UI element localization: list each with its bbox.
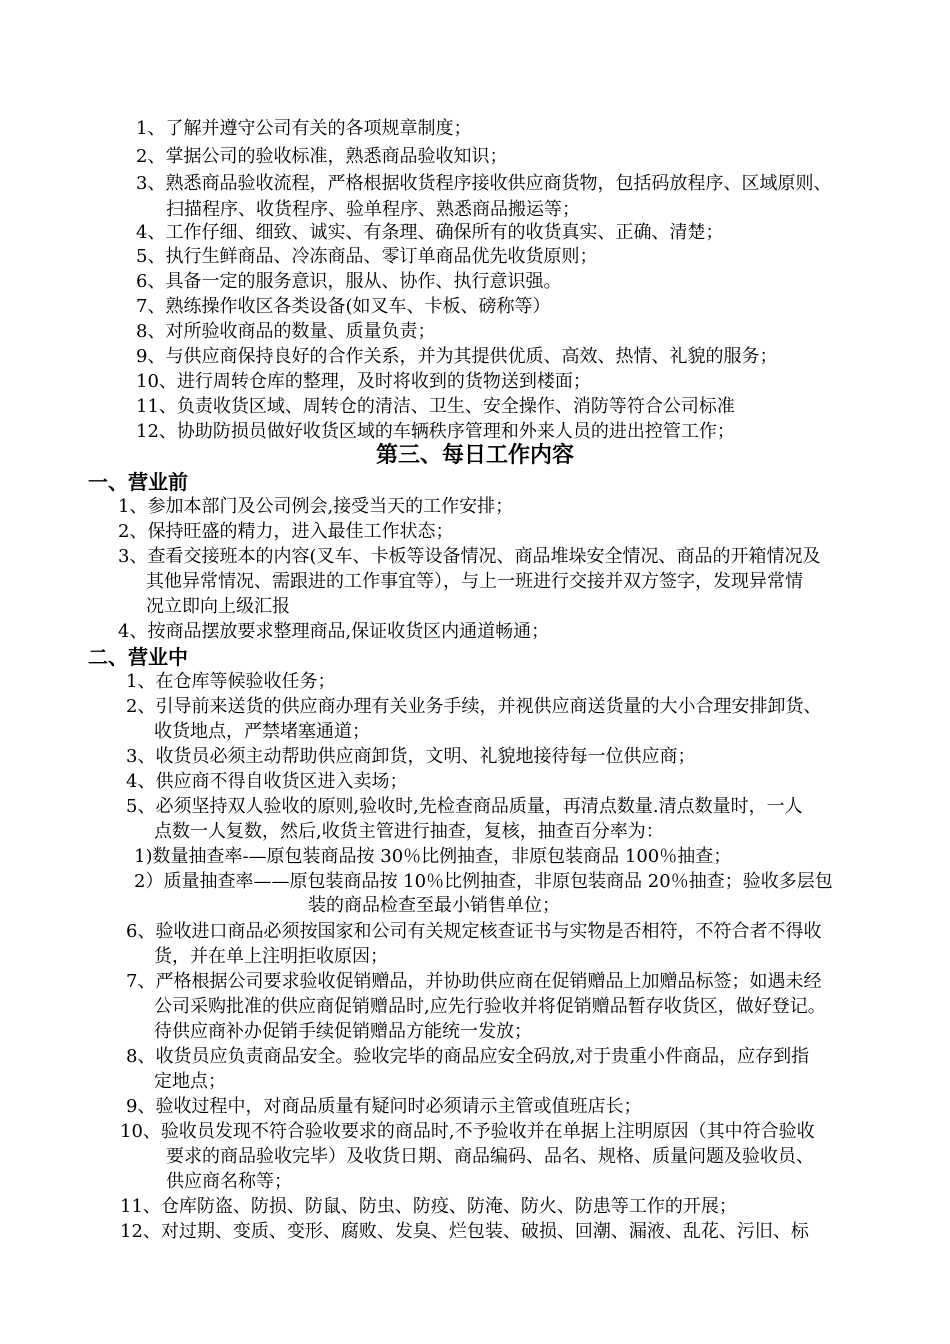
section-heading-during-business: 二、营业中: [88, 645, 188, 669]
sub-item: 1)数量抽查率-—原包装商品按 30％比例抽查，非原包装商品 100％抽查；: [134, 846, 732, 867]
duty-item: 10、进行周转仓库的整理，及时将收到的货物送到楼面；: [136, 371, 591, 392]
list-item-continuation: 货，并在单上注明拒收原因；: [154, 946, 388, 967]
list-item: 9、验收过程中，对商品质量有疑问时必须请示主管或值班店长；: [126, 1096, 642, 1117]
list-item: 5、必须坚持双人验收的原则,验收时,先检查商品质量，再清点数量.清点数量时，一人: [126, 796, 803, 817]
list-item: 1、参加本部门及公司例会,接受当天的工作安排；: [118, 496, 514, 517]
list-item: 12、对过期、变质、变形、腐败、发臭、烂包装、破损、回潮、漏液、乱花、污旧、标: [120, 1221, 809, 1242]
sub-item: 2）质量抽查率——原包装商品按 10％比例抽查，非原包装商品 20％抽查；验收多层包: [134, 871, 833, 892]
list-item: 8、收货员应负责商品安全。验收完毕的商品应安全码放,对于贵重小件商品，应存到指: [126, 1046, 810, 1067]
duty-item: 11、负责收货区域、周转仓的清洁、卫生、安全操作、消防等符合公司标准: [136, 396, 735, 417]
list-item-continuation: 点数一人复数，然后,收货主管进行抽查，复核，抽查百分率为：: [154, 821, 664, 842]
duty-item: 5、执行生鲜商品、冷冻商品、零订单商品优先收货原则；: [136, 246, 598, 267]
list-item: 10、验收员发现不符合验收要求的商品时,不予验收并在单据上注明原因（其中符合验收: [120, 1121, 815, 1142]
list-item: 2、引导前来送货的供应商办理有关业务手续，并视供应商送货量的大小合理安排卸货、: [126, 696, 822, 717]
list-item-continuation: 待供应商补办促销手续促销赠品方能统一发放；: [154, 1021, 532, 1042]
duty-item: 6、具备一定的服务意识，服从、协作、执行意识强。: [136, 271, 562, 292]
list-item: 7、严格根据公司要求验收促销赠品，并协助供应商在促销赠品上加赠品标签；如遇未经: [126, 971, 822, 992]
chapter-title: 第三、每日工作内容: [375, 443, 574, 468]
list-item: 2、保持旺盛的精力，进入最佳工作状态；: [118, 521, 454, 542]
list-item: 11、仓库防盗、防损、防鼠、防虫、防疫、防淹、防火、防患等工作的开展；: [120, 1196, 737, 1217]
duty-item: 8、对所验收商品的数量、质量负责；: [136, 321, 436, 342]
list-item-continuation: 供应商名称等；: [166, 1171, 292, 1192]
list-item-continuation: 定地点；: [154, 1071, 226, 1092]
duty-item: 4、工作仔细、细致、诚实、有条理、确保所有的收货真实、正确、清楚；: [136, 222, 724, 243]
list-item: 6、验收进口商品必须按国家和公司有关规定核查证书与实物是否相符，不符合者不得收: [126, 921, 822, 942]
list-item-continuation: 公司采购批准的供应商促销赠品时,应先行验收并将促销赠品暂存收货区，做好登记。: [154, 996, 826, 1017]
sub-item-continuation: 装的商品检查至最小销售单位；: [308, 895, 560, 916]
list-item: 3、收货员必须主动帮助供应商卸货，文明、礼貌地接待每一位供应商；: [126, 746, 696, 767]
section-heading-before-business: 一、营业前: [88, 470, 188, 494]
list-item: 4、供应商不得自收货区进入卖场；: [126, 771, 408, 792]
duty-item: 1、了解并遵守公司有关的各项规章制度；: [136, 118, 472, 139]
list-item-continuation: 况立即向上级汇报: [146, 596, 290, 617]
duty-item: 9、与供应商保持良好的合作关系，并为其提供优质、高效、热情、礼貌的服务；: [136, 346, 778, 367]
duty-item: 12、协助防损员做好收货区域的车辆秩序管理和外来人员的进出控管工作；: [136, 421, 735, 442]
duty-item: 7、熟练操作收区各类设备(如叉车、卡板、磅称等）: [136, 296, 551, 317]
duty-item-continuation: 扫描程序、收货程序、验单程序、熟悉商品搬运等；: [166, 199, 580, 220]
list-item-continuation: 其他异常情况、需跟进的工作事宜等），与上一班进行交接并双方签字，发现异常情: [146, 571, 803, 592]
list-item: 1、在仓库等候验收任务；: [126, 671, 336, 692]
list-item: 4、按商品摆放要求整理商品,保证收货区内通道畅通；: [118, 621, 550, 642]
list-item: 3、查看交接班本的内容(叉车、卡板等设备情况、商品堆垛安全情况、商品的开箱情况及: [118, 546, 821, 567]
list-item-continuation: 收货地点，严禁堵塞通道；: [154, 721, 370, 742]
list-item-continuation: 要求的商品验收完毕）及收货日期、商品编码、品名、规格、质量问题及验收员、: [166, 1146, 814, 1167]
duty-item: 2、掌据公司的验收标准，熟悉商品验收知识；: [136, 146, 508, 167]
duty-item: 3、熟悉商品验收流程，严格根据收货程序接收供应商货物，包括码放程序、区域原则、: [136, 173, 832, 194]
